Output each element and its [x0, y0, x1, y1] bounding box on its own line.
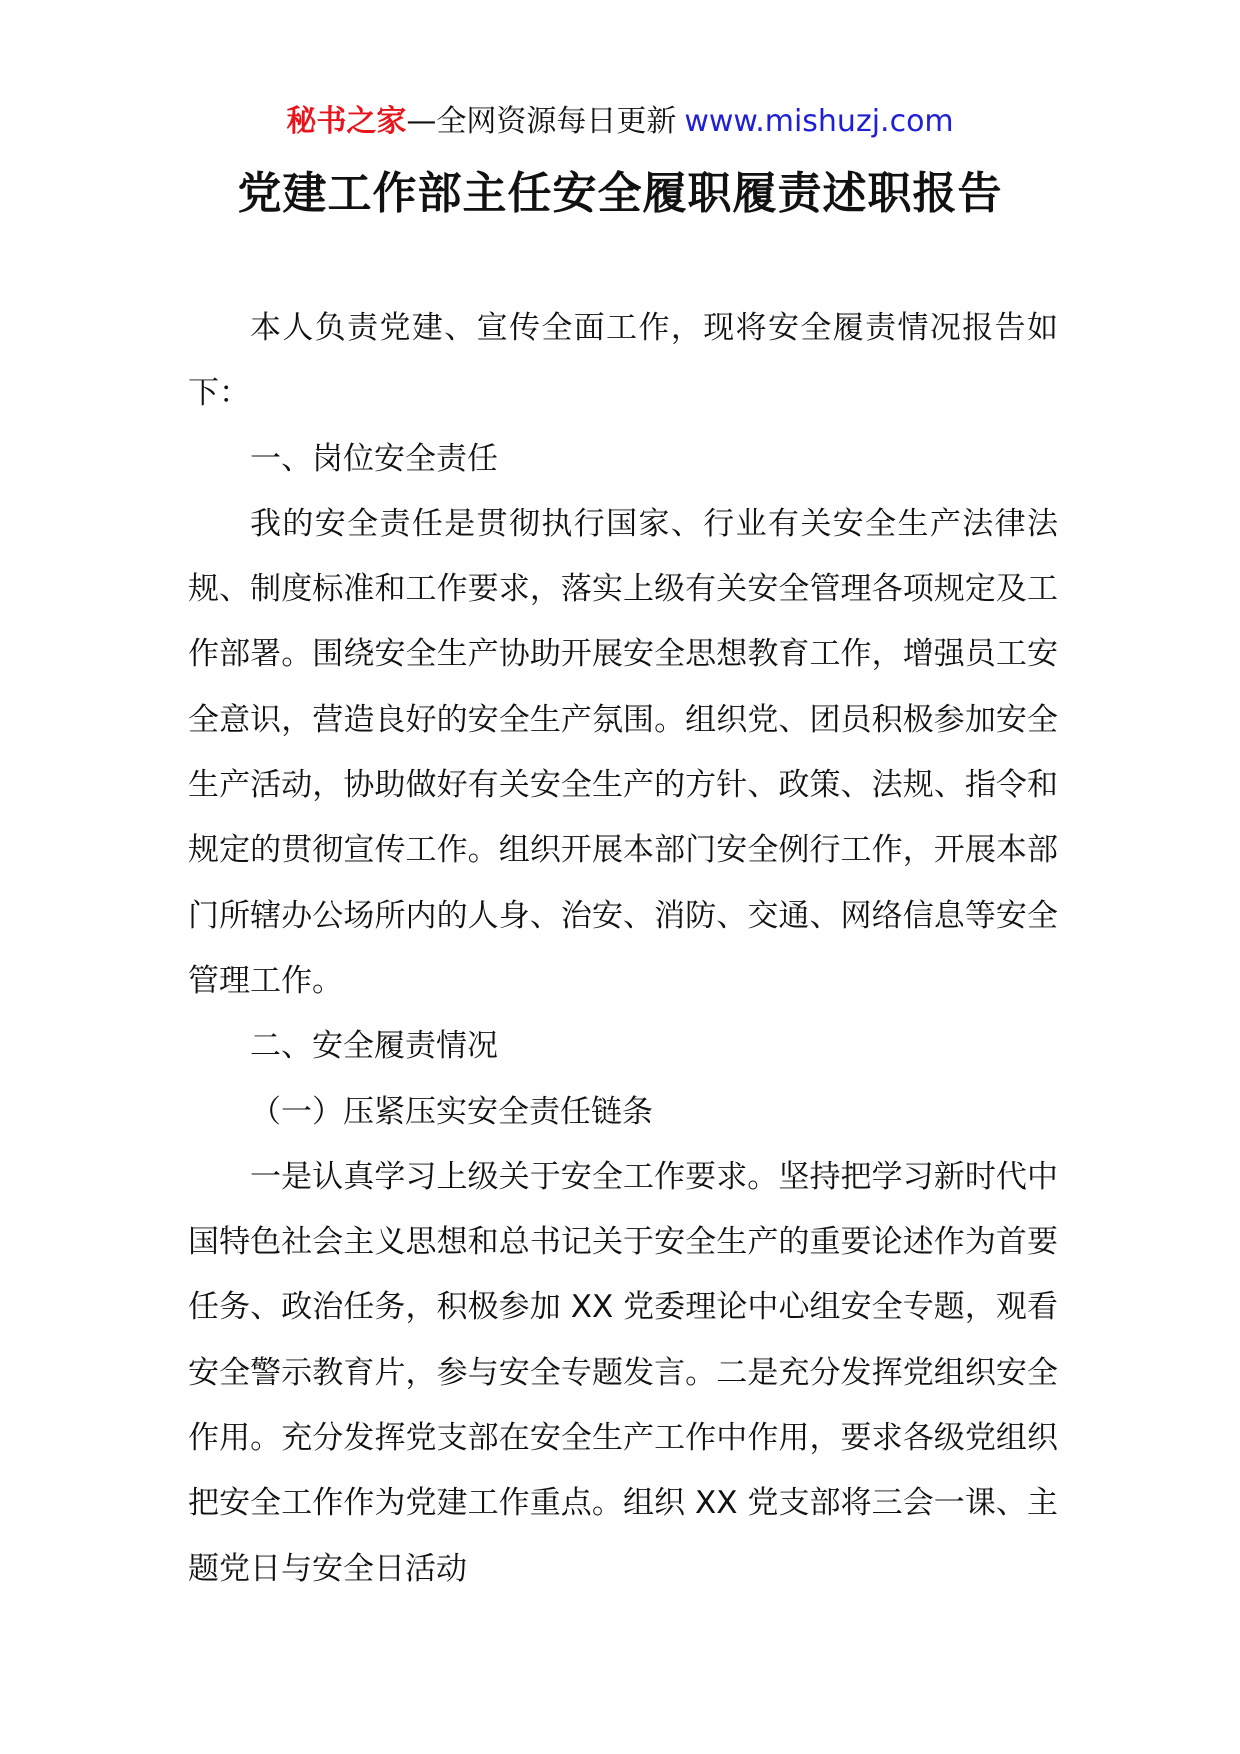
subsection-heading: （一）压紧压实安全责任链条	[250, 1093, 653, 1130]
site-banner	[0, 100, 1240, 144]
intro-paragraph: 本人负责党建、宣传全面工作，现将安全履责情况报告如下：	[188, 310, 1058, 412]
site-tagline: —全网资源每日更新	[406, 104, 677, 139]
section-heading-2: 二、安全履责情况	[250, 1028, 498, 1065]
section-heading-1: 一、岗位安全责任	[250, 440, 498, 477]
body-paragraph: 我的安全责任是贯彻执行国家、行业有关安全生产法律法规、制度标准和工作要求，落实上级有关安全管理各项规定及工作部署。围绕安全生产协助开展安全思想教育工作，增强员工安全意识，营造良好的安全生产氛围。组织党、团员积极参加安全生产活动，协助做好有关安全生产的方针、政策、法规、指令和规定的贯彻宣传工作。组织开展本部门安全例行工作，开展本部门所辖办公场所内的人身、治安、消防、交通、网络信息等安全管理工作。	[188, 505, 1058, 999]
document-body	[188, 296, 1058, 1602]
document-title: 党建工作部主任安全履职履责述职报告	[237, 168, 1003, 219]
body-paragraph: 一是认真学习上级关于安全工作要求。坚持把学习新时代中国特色社会主义思想和总书记关于安全生产的重要论述作为首要任务、政治任务，积极参加 XX 党委理论中心组安全专题，观看安全警示教育片，参与安全专题发言。二是充分发挥党组织安全作用。充分发挥党支部在安全生产工作中作用，要求各级党组织把安全工作作为党建工作重点。组织 XX 党支部将三会一课、主题党日与安全日活动	[188, 1158, 1058, 1587]
site-brand: 秘书之家	[286, 104, 407, 139]
site-url-link[interactable]: www.mishuzj.com	[684, 104, 954, 139]
